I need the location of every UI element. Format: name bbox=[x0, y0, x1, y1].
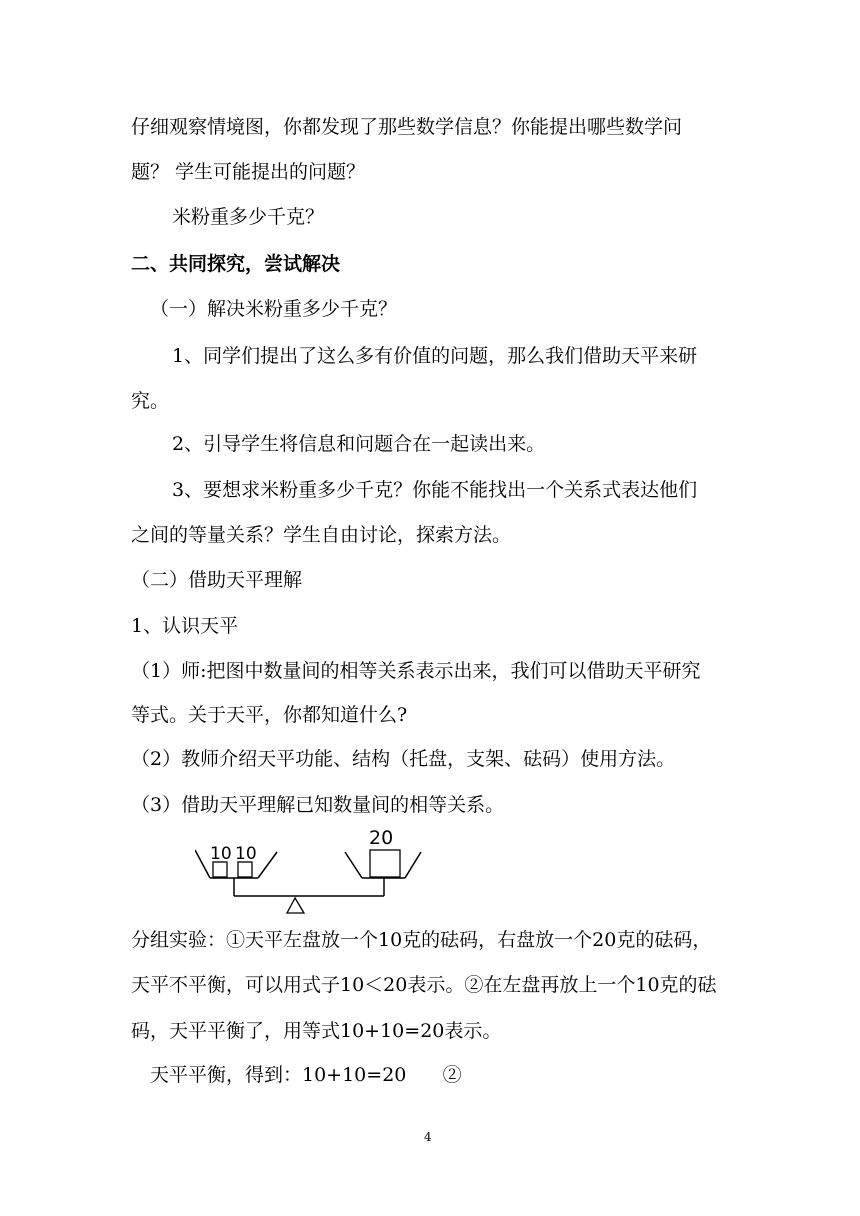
paragraph-line: 码，天平平衡了，用等式10+10=20表示。 bbox=[131, 1020, 502, 1042]
left-pan-side bbox=[195, 850, 210, 878]
right-pan-side bbox=[405, 852, 421, 878]
weight-label: 10 bbox=[210, 844, 232, 864]
paragraph-line: 仔细观察情境图，你都发现了那些数学信息？你能提出哪些数学问 bbox=[131, 116, 683, 138]
subsection-heading: （一）解决米粉重多少千克？ bbox=[150, 298, 398, 320]
paragraph-line: 分组实验：①天平左盘放一个10克的砝码，右盘放一个20克的砝码， bbox=[131, 929, 712, 951]
subsection-heading: （二）借助天平理解 bbox=[131, 569, 303, 591]
balance-scale-figure bbox=[195, 826, 435, 922]
paragraph-line: 等式。关于天平，你都知道什么? bbox=[131, 704, 408, 726]
paragraph-line: 1、认识天平 bbox=[131, 615, 239, 637]
paragraph-line: （3）借助天平理解已知数量间的相等关系。 bbox=[131, 794, 505, 816]
weight-box bbox=[213, 862, 227, 877]
page-number: 4 bbox=[424, 1130, 432, 1144]
paragraph-line: 之间的等量关系？学生自由讨论，探索方法。 bbox=[131, 524, 512, 546]
paragraph-line: 3、要想求米粉重多少千克？你能不能找出一个关系式表达他们 bbox=[172, 479, 698, 501]
section-heading: 二、共同探究，尝试解决 bbox=[131, 253, 341, 275]
weight-label: 10 bbox=[235, 844, 257, 864]
weight-box bbox=[238, 862, 252, 877]
paragraph-line: 米粉重多少千克？ bbox=[172, 206, 325, 228]
left-pan-side bbox=[258, 852, 277, 878]
paragraph-line: （1）师:把图中数量间的相等关系表示出来，我们可以借助天平研究 bbox=[131, 660, 701, 682]
right-pan-side bbox=[345, 852, 362, 878]
paragraph-line: 天平不平衡，可以用式子10＜20表示。②在左盘再放上一个10克的砝 bbox=[131, 974, 717, 996]
paragraph-line: 2、引导学生将信息和问题合在一起读出来。 bbox=[172, 433, 546, 455]
paragraph-line: 题？ 学生可能提出的问题？ bbox=[131, 161, 366, 183]
paragraph-line: （2）教师介绍天平功能、结构（托盘，支架、砝码）使用方法。 bbox=[131, 748, 676, 770]
paragraph-line: 1、同学们提出了这么多有价值的问题，那么我们借助天平来研 bbox=[172, 345, 698, 367]
paragraph-line: 究。 bbox=[131, 390, 170, 412]
fulcrum bbox=[287, 898, 304, 913]
weight-box bbox=[370, 850, 400, 877]
paragraph-line: 天平平衡，得到：10+10=20 ② bbox=[150, 1064, 462, 1086]
weight-label: 20 bbox=[369, 827, 394, 849]
